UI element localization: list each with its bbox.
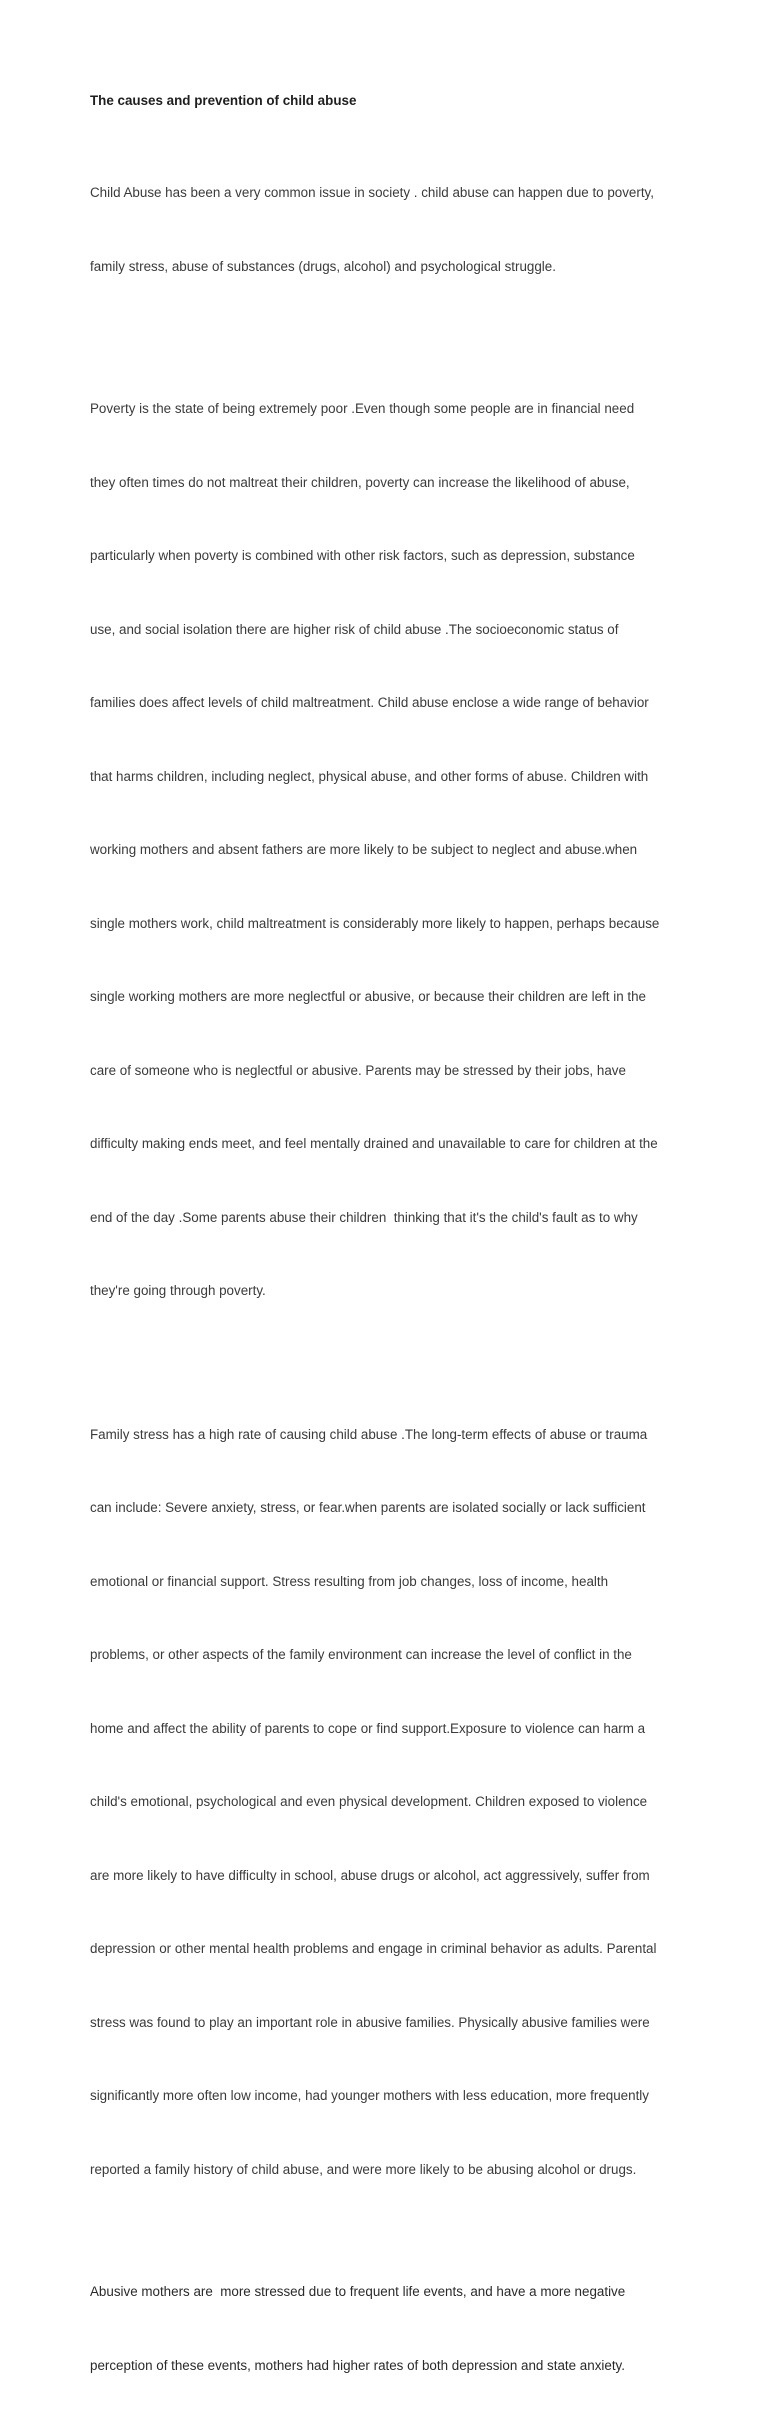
text-line: reported a family history of child abuse, and were more likely to be abusing alcohol or drugs. — [90, 2161, 637, 2177]
text-line: emotional or financial support. Stress resulting from job changes, loss of income, health — [90, 1573, 609, 1589]
text-line: home and affect the ability of parents to cope or find support.Exposure to violence can harm a — [90, 1720, 646, 1736]
text-line: end of the day .Some parents abuse their children thinking that it's the child's fault as to why — [90, 1209, 638, 1225]
text-line: significantly more often low income, had younger mothers with less education, more frequently — [90, 2088, 649, 2103]
text-line: they often times do not maltreat their children, poverty can increase the likelihood of abuse, — [90, 474, 630, 490]
text-line: Family stress has a high rate of causing child abuse .The long-term effects of abuse or trauma — [90, 1426, 648, 1442]
text-line: child's emotional, psychological and even physical development. Children exposed to violence — [90, 1794, 648, 1809]
text-line: single mothers work, child maltreatment is considerably more likely to happen, perhaps because — [90, 915, 660, 931]
text-line: use, and social isolation there are higher risk of child abuse .The socioeconomic status of — [90, 621, 619, 637]
text-line: are more likely to have difficulty in school, abuse drugs or alcohol, act aggressively, suffer from — [90, 1867, 650, 1883]
text-line: problems, or other aspects of the family environment can increase the level of conflict in the — [90, 1647, 632, 1662]
text-line: can include: Severe anxiety, stress, or fear.when parents are isolated socially or lack sufficient — [90, 1500, 646, 1515]
text-line: particularly when poverty is combined with other risk factors, such as depression, substance — [90, 548, 635, 563]
text-line: single working mothers are more neglectful or abusive, or because their children are left in the — [90, 989, 646, 1004]
text-line: Abusive mothers are more stressed due to frequent life events, and have a more negative — [90, 2284, 626, 2299]
text-line: care of someone who is neglectful or abusive. Parents may be stressed by their jobs, have — [90, 1062, 626, 1078]
text-line: families does affect levels of child maltreatment. Child abuse enclose a wide range of behavior — [90, 695, 649, 710]
document-page — [90, 91, 690, 2427]
text-line: Child Abuse has been a very common issue in society . child abuse can happen due to poverty, — [90, 185, 654, 200]
document-title: The causes and prevention of child abuse — [90, 93, 357, 108]
paragraph-abusive-mothers — [90, 2231, 690, 2427]
text-line: family stress, abuse of substances (drugs, alcohol) and psychological struggle. — [90, 258, 556, 274]
text-line: that harms children, including neglect, physical abuse, and other forms of abuse. Children with — [90, 768, 649, 784]
text-line: difficulty making ends meet, and feel mentally drained and unavailable to care for children at the — [90, 1136, 658, 1151]
paragraph-intro — [90, 132, 690, 328]
text-line: they're going through poverty. — [90, 1283, 266, 1298]
text-line: working mothers and absent fathers are more likely to be subject to neglect and abuse.when — [90, 842, 638, 857]
text-line: Poverty is the state of being extremely poor .Even though some people are in financial need — [90, 401, 635, 416]
paragraph-family-stress — [90, 1374, 690, 2232]
text-line: depression or other mental health problems and engage in criminal behavior as adults. Parental — [90, 1941, 657, 1956]
text-line: stress was found to play an important role in abusive families. Physically abusive families were — [90, 2014, 650, 2030]
text-line: perception of these events, mothers had higher rates of both depression and state anxiety. — [90, 2357, 625, 2373]
paragraph-poverty — [90, 348, 690, 1353]
